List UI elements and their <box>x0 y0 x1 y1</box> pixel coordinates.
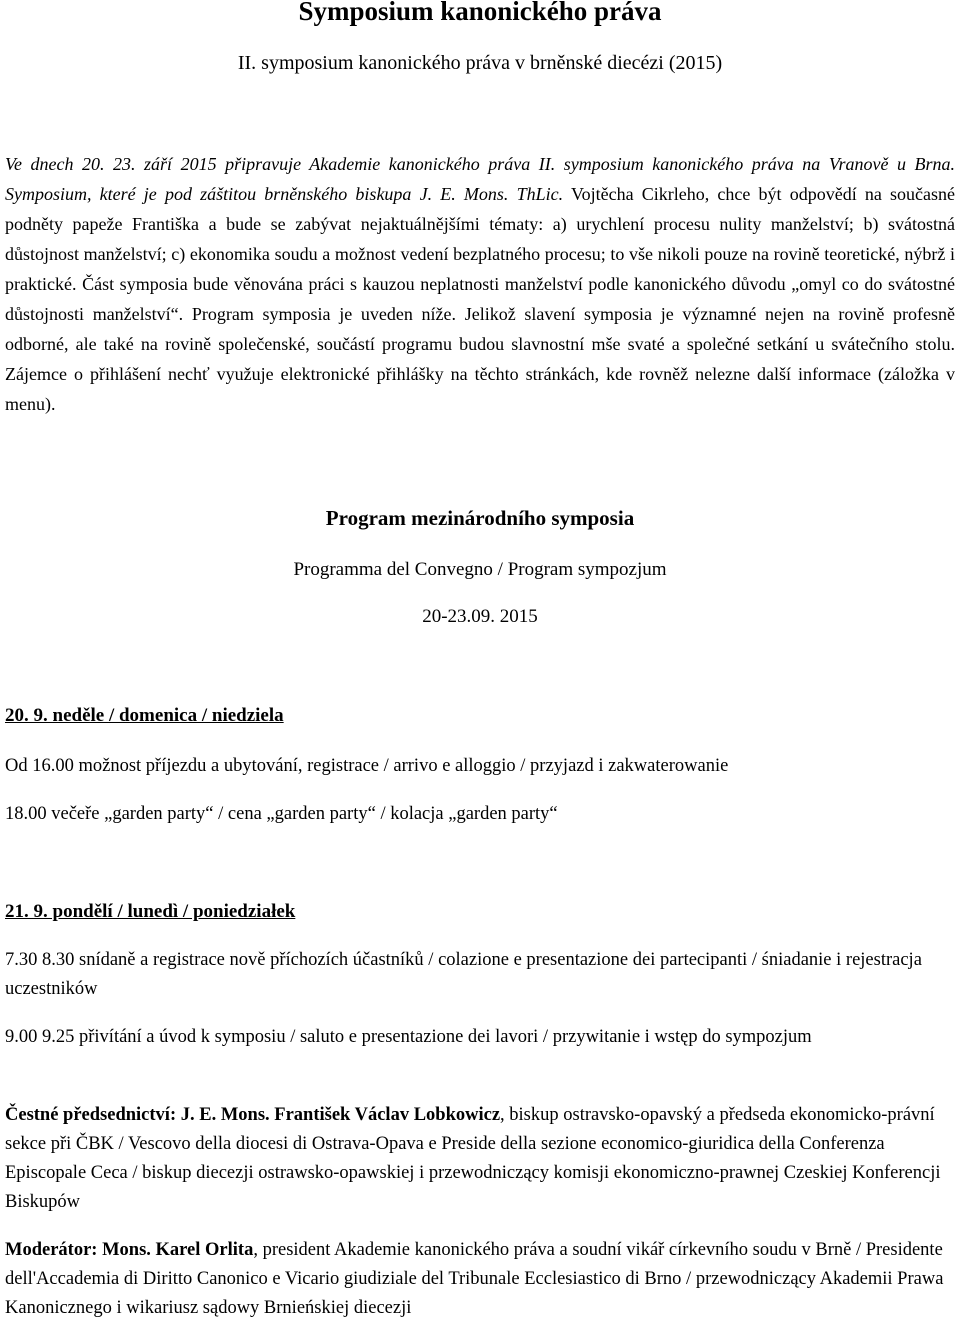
intro-text-4: Jelikož slavení symposia je významné nejen na rovině profesně odborné, ale také na rovině společenské, součástí programu budou slavnostní mše svaté a společné setkání u svátečního stolu. <box>5 304 956 354</box>
day2-item-welcome: 9.00 9.25 přivítání a úvod k symposiu / saluto e presentazione dei lavori / przywitanie i wstęp do sympozjum <box>5 1027 812 1047</box>
day2-item-breakfast: 7.30 8.30 snídaně a registrace nově příchozích účastníků / colazione e presentazione dei partecipanti / śniadanie i rejestracja uczestników <box>5 950 922 999</box>
page-title: Symposium kanonického práva <box>298 0 662 26</box>
intro-text-3: Část symposia bude věnována práci s kauzou neplatnosti manželství podle kanonického důvodu „omyl co do svátostné důstojnosti manželství“. Program symposia je uveden níže. <box>5 274 955 324</box>
intro-text-2: Vojtěcha Cikrleho, chce být odpovědí na současné podněty papeže Františka a bude se zabývat nejaktuálnějšími tématy: a) urychlení procesu nulity manželství; b) svátostná důstojnost manželství; c) ekonomika soudu a možnost vedení bezplatného procesu; to vše nikoli pouze na rovině teoretické, nýbrž i praktické. <box>5 184 955 294</box>
program-title: Program mezinárodního symposia <box>325 506 635 530</box>
day2-moderator <box>5 1236 955 1323</box>
day2-honorary-chair <box>5 1101 955 1217</box>
intro-paragraph <box>5 149 955 419</box>
day2-heading: 21. 9. pondělí / lunedì / poniedziałek <box>5 901 296 922</box>
page-subtitle: II. symposium kanonického práva v brněnské diecézi (2015) <box>237 52 723 74</box>
honorary-chair-text: , biskup ostravsko-opavský a předseda ekonomicko-právní sekce při ČBK / Vescovo della diocesi di Ostrava-Opava e Preside della sezione economico-giuridica della Conferenza Episcopale Ceca / biskup diecezji ostrawsko-opawskiej i przewodniczący komisji ekonomiczno-prawnej Czeskiej Konferencji Biskupów <box>5 1105 941 1212</box>
day1-heading: 20. 9. neděle / domenica / niedziela <box>5 705 284 726</box>
intro-text-5: Zájemce o přihlášení nechť využuje elektronické přihlášky na těchto stránkách, kde rovněž nelezne další informace (záložka v menu). <box>5 364 955 414</box>
program-subtitle: Programma del Convegno / Program sympozjum <box>293 559 667 580</box>
moderator-label: Moderátor: Mons. Karel Orlita <box>5 1240 254 1260</box>
program-dates: 20-23.09. 2015 <box>422 606 538 627</box>
day1-item-arrival: Od 16.00 možnost příjezdu a ubytování, registrace / arrivo e alloggio / przyjazd i zakwaterowanie <box>5 756 729 776</box>
day1-item-dinner: 18.00 večeře „garden party“ / cena „garden party“ / kolacja „garden party“ <box>5 804 558 824</box>
moderator-text: , president Akademie kanonického práva a soudní vikář církevního soudu v Brně / Presidente dell'Accademia di Diritto Canonico e Vicario giudiziale del Tribunale Ecclesiastico di Brno / przewodniczący Akademii Prawa Kanonicznego i wikariusz sądowy Brnieńskiej diecezji <box>5 1240 944 1318</box>
intro-text-1: Ve dnech 20. 23. září 2015 připravuje Akademie kanonického práva II. symposium kanonického práva na Vranově u Brna. Symposium, které je pod záštitou brněnského biskupa J. E. Mons. ThLic. <box>5 154 955 204</box>
honorary-chair-label: Čestné předsednictví: J. E. Mons. František Václav Lobkowicz <box>5 1105 501 1125</box>
